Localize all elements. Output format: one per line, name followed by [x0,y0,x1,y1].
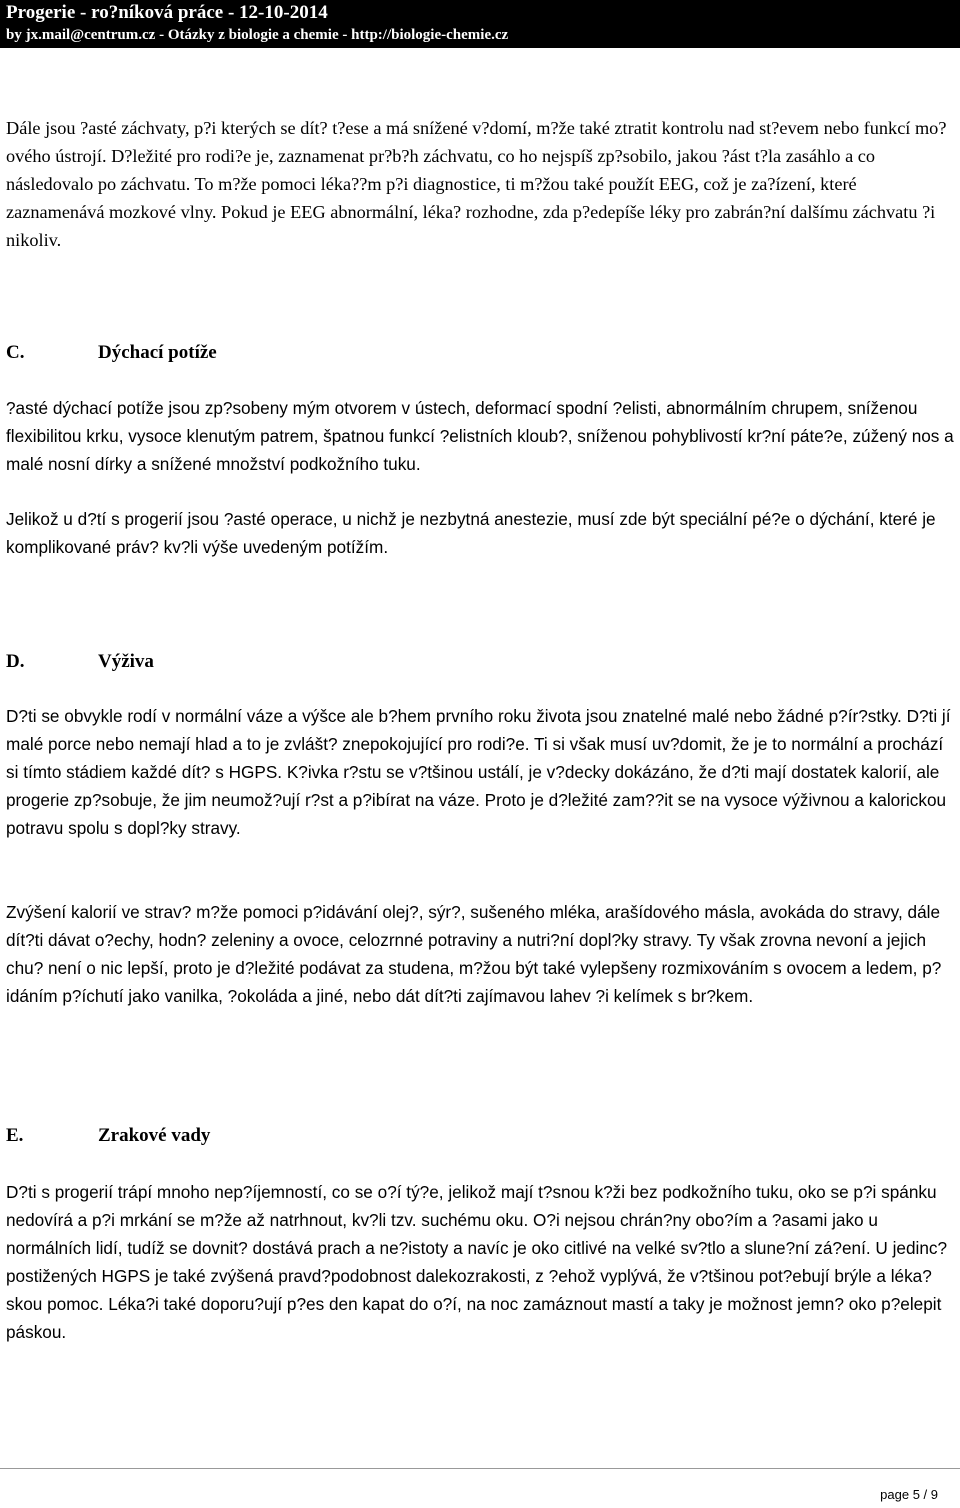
document-byline: by jx.mail@centrum.cz - Otázky z biologie a chemie - http://biologie-chemie.cz [6,27,509,43]
section-heading-e [6,1124,210,1148]
section-d-paragraph-2: Zvýšení kalorií ve strav? m?že pomoci p?idávání olej?, sýr?, sušeného mléka, arašídového másla, avokáda do stravy, dále dít?ti dávat o?echy, hodn? zeleniny a ovoce, celozrnné potraviny a nutri?ní dopl?ky stravy. Ty však zrovna nevoní a jejich chu? není o nic lepší, proto je d?ležité podávat za studena, m?žou být také vylepšeny rozmixováním s ovocem a ledem, p?idáním p?íchutí jako vanilka, ?okoláda a jiné, nebo dát dít?ti zajímavou lahev ?i kelímek s br?kem. [6,902,942,1006]
section-e-paragraph-1: D?ti s progerií trápí mnoho nep?íjemností, co se o?í tý?e, jelikož mají t?snou k?ži bez podkožního tuku, oko se p?i spánku nedovírá a p?i mrkání se m?že až natrhnout, kv?li tzv. suchému oku. O?i nejsou chrán?ny obo?ím a ?asami jako u normálních lidí, tudíž se dovnit? dostává prach a ne?istoty a navíc je oko citlivé na velké sv?tlo a slune?ní zá?ení. U jedinc? postižených HGPS je také zvýšená pravd?podobnost dalekozrakosti, z ?ehož vyplývá, že v?tšinou pot?ebují brýle a léka?skou pomoc. Léka?i také doporu?ují p?es den kapat do o?í, na noc zamáznout mastí a taky je možnost jemn? oko p?elepit páskou. [6,1182,948,1342]
section-heading-d [6,650,154,674]
section-letter: E. [6,1125,24,1146]
section-d-paragraph-1: D?ti se obvykle rodí v normální váze a výšce ale b?hem prvního roku života jsou znatelné malé nebo žádné p?ír?stky. D?ti jí malé porce nebo nemají hlad a to je zvlášt? znepokojující pro rodi?e. Ti si však musí uv?domit, že je to normální a prochází si tímto stádiem každé dít? s HGPS. K?ivka r?stu se v?tšinou ustálí, je v?decky dokázáno, že d?ti mají dostatek kalorií, ale progerie zp?sobuje, že jim neumož?ují r?st a p?ibírat na váze. Proto je d?ležité zam??it se na vysoce výživnou a kalorickou potravu spolu s dopl?ky stravy. [6,706,951,838]
section-letter: C. [6,342,25,363]
section-c-paragraph-1: ?asté dýchací potíže jsou zp?sobeny mým otvorem v ústech, deformací spodní ?elisti, abnormálním chrupem, sníženou flexibilitou krku, vysoce klenutým patrem, špatnou funkcí ?elistních kloub?, sníženou pohyblivostí kr?ní páte?e, zúžený nos a malé nosní dírky a snížené množství podkožního tuku. [6,398,954,474]
section-c-paragraph-2: Jelikož u d?tí s progerií jsou ?asté operace, u nichž je nezbytná anestezie, musí zde být speciální pé?e o dýchání, které je komplikované práv? kv?li výše uvedeným potížím. [6,509,936,557]
footer-divider [0,1468,960,1469]
intro-paragraph: Dále jsou ?asté záchvaty, p?i kterých se dít? t?ese a má snížené v?domí, m?že také ztratit kontrolu nad st?evem nebo funkcí mo?ového ústrojí. D?ležité pro rodi?e je, zaznamenat pr?b?h záchvatu, co ho nejspíš zp?sobilo, jakou ?ást t?la zasáhlo a co následovalo po záchvatu. To m?že pomoci léka??m p?i diagnostice, ti m?žou také použít EEG, což je za?ízení, které zaznamenává mozkové vlny. Pokud je EEG abnormální, léka? rozhodne, zda p?edepíše léky pro zabrán?ní dalšímu záchvatu ?i nikoliv. [6,118,947,250]
document-title: Progerie - ro?níková práce - 12-10-2014 [6,2,328,23]
section-title: Zrakové vady [98,1125,211,1146]
section-title: Výživa [98,651,154,672]
page-number: page 5 / 9 [880,1487,938,1502]
section-title: Dýchací potíže [98,342,217,363]
document-header [0,0,960,48]
section-letter: D. [6,651,25,672]
section-heading-c [6,341,217,365]
